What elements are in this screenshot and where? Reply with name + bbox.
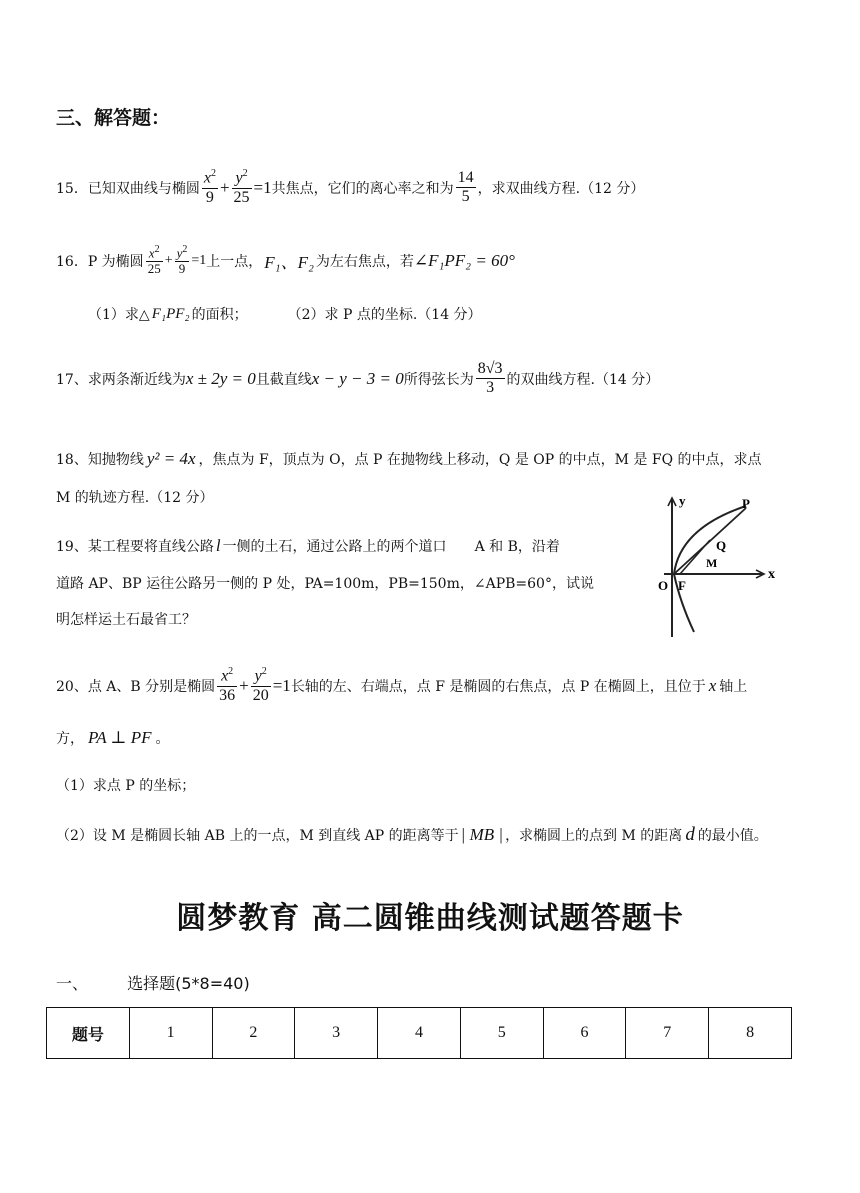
q17-asymptotes: x ± 2y = 0 bbox=[185, 368, 256, 388]
choice-section-number: 一、 bbox=[56, 974, 89, 993]
q20-fraction-y: $\frac{y^2}{20}$ bbox=[252, 666, 269, 704]
q20-part2-a: （2）设 M 是椭圆长轴 AB 上的一点，M 到直线 AP 的距离等于 bbox=[56, 828, 459, 844]
q17-suffix: 的双曲线方程.（14 分） bbox=[506, 371, 660, 388]
q16-fraction-x: $\frac{x^2}{25}$ bbox=[147, 244, 161, 277]
question-19 bbox=[56, 536, 560, 556]
q19-line3: 明怎样运土石最省工？ bbox=[56, 612, 196, 628]
question-16-parts bbox=[88, 304, 482, 324]
table-header-cell: 题号 bbox=[47, 1008, 130, 1059]
parabola-figure bbox=[650, 492, 790, 640]
q18-line2: M 的轨迹方程.（12 分） bbox=[56, 490, 214, 506]
q15-ratio: $\frac{14}{5}$ bbox=[457, 168, 474, 206]
figure-label-x: x bbox=[768, 567, 775, 582]
q20-mid: 长轴的左、右端点，点 F 是椭圆的右焦点，点 P 在椭圆上，且位于 bbox=[290, 678, 706, 695]
q20-fraction-x: $\frac{x^2}{36}$ bbox=[219, 666, 236, 704]
q16-triangle: F₁PF₂ bbox=[151, 305, 190, 322]
answer-card-title: 圆梦教育 高二圆锥曲线测试题答题卡 bbox=[176, 901, 684, 936]
q20-part1: （1）求点 P 的坐标； bbox=[56, 778, 196, 794]
q20-line2-b: 。 bbox=[155, 731, 170, 747]
q20-part2-b: ，求椭圆上的点到 M 的距离 bbox=[505, 828, 683, 844]
q20-mid2: 轴上 bbox=[719, 678, 748, 695]
q19-road-l: l bbox=[215, 536, 221, 555]
q16-mid: 上一点， bbox=[206, 253, 263, 270]
q15-mid: 共焦点，它们的离心率之和为 bbox=[271, 180, 454, 197]
q19-line2: 道路 AP、BP 运往公路另一侧的 P 处，PA=100m，PB=150m，∠APB=60°，试说 bbox=[56, 576, 594, 592]
q20-part2 bbox=[56, 824, 768, 846]
q20-line2-a: 方， bbox=[56, 731, 84, 747]
q17-mid: 且截直线 bbox=[255, 371, 312, 388]
q18-prefix: 18、知抛物线 bbox=[56, 452, 144, 468]
q19-line1-a: 19、某工程要将直线公路 bbox=[56, 539, 214, 555]
question-17 bbox=[56, 360, 659, 398]
figure-label-y: y bbox=[679, 493, 686, 508]
table-cell-8[interactable]: 8 bbox=[709, 1008, 792, 1059]
q17-mid2: 所得弦长为 bbox=[403, 371, 474, 388]
q15-suffix: ，求双曲线方程.（12 分） bbox=[477, 180, 645, 197]
q20-axis: x bbox=[708, 675, 717, 695]
table-cell-6[interactable]: 6 bbox=[543, 1008, 626, 1059]
figure-label-p: P bbox=[742, 496, 750, 511]
choice-section-label: 选择题(5*8=40) bbox=[127, 974, 250, 993]
figure-label-q: Q bbox=[716, 538, 727, 553]
q20-perp: PA ⊥ PF bbox=[88, 728, 152, 747]
q19-line1-c: A 和 B，沿着 bbox=[474, 539, 560, 555]
table-cell-3[interactable]: 3 bbox=[295, 1008, 378, 1059]
q20-d: d bbox=[685, 824, 695, 845]
q15-fraction-y: $\frac{y^2}{25}$ bbox=[233, 168, 250, 206]
section-heading: 三、解答题： bbox=[56, 107, 171, 129]
q20-prefix: 20、点 A、B 分别是椭圆 bbox=[56, 678, 216, 695]
q16-fraction-y: $\frac{y^2}{9}$ bbox=[176, 244, 188, 277]
q18-line1: ，焦点为 F，顶点为 O，点 P 在抛物线上移动，Q 是 OP 的中点，M 是 FQ 的中点，求点 bbox=[198, 452, 762, 468]
q16-mid2: 为左右焦点，若 bbox=[315, 253, 414, 270]
table-cell-5[interactable]: 5 bbox=[460, 1008, 543, 1059]
table-cell-4[interactable]: 4 bbox=[378, 1008, 461, 1059]
q15-fraction-x: $\frac{x^2}{9}$ bbox=[203, 168, 216, 206]
q16-rhs: =1 bbox=[191, 252, 207, 268]
answer-table bbox=[46, 1007, 792, 1059]
q16-angle: ∠F₁PF₂ = 60° bbox=[413, 250, 515, 270]
figure-label-f: F bbox=[678, 578, 686, 593]
q17-line: x − y − 3 = 0 bbox=[311, 368, 404, 388]
q20-rhs: =1 bbox=[272, 675, 291, 695]
q20-line2 bbox=[56, 728, 170, 748]
table-cell-7[interactable]: 7 bbox=[626, 1008, 709, 1059]
q17-length: $\frac{8√3}{3}$ bbox=[477, 360, 503, 397]
q16-foci: F₁、F₂ bbox=[264, 253, 314, 273]
table-cell-1[interactable]: 1 bbox=[129, 1008, 212, 1059]
q16-part1: （1）求△ bbox=[88, 307, 150, 323]
figure-label-m: M bbox=[706, 556, 718, 570]
table-row bbox=[47, 1008, 792, 1059]
figure-label-o: O bbox=[658, 578, 669, 593]
question-20: 20、点 A、B 分别是椭圆 $\frac{x^2}{36}$ + $\frac{y^2}{20}$ =1 长轴的左、右端点，点 F 是椭圆的右焦点，点 P 在椭圆上，且位于 x 轴上 bbox=[56, 666, 748, 704]
q16-part2: （2）求 P 点的坐标.（14 分） bbox=[287, 307, 482, 323]
question-18 bbox=[56, 449, 762, 469]
choice-section-heading bbox=[56, 971, 250, 994]
q16-prefix: 16．P 为椭圆 bbox=[56, 253, 144, 270]
q15-rhs: =1 bbox=[253, 177, 272, 197]
q17-prefix: 17、求两条渐近线为 bbox=[56, 371, 186, 388]
q16-part1-suffix: 的面积； bbox=[191, 307, 248, 323]
q20-part2-c: 的最小值。 bbox=[697, 828, 768, 844]
q19-line1-b: 一侧的土石，通过公路上的两个道口 bbox=[222, 539, 447, 555]
q18-equation: y² = 4x bbox=[146, 449, 196, 468]
question-16: 16．P 为椭圆 $\frac{x^2}{25}$ + $\frac{y^2}{9}$ =1 上一点， F₁、F₂ 为左右焦点，若 ∠F₁PF₂ = 60° bbox=[56, 244, 515, 277]
question-15: 15．已知双曲线与椭圆 $\frac{x^2}{9}$ + $\frac{y^2}{25}$ =1 共焦点，它们的离心率之和为 $\frac{14}{5}$ ，求双曲线方程.（12 分） bbox=[56, 168, 645, 206]
q20-mb: | MB | bbox=[460, 825, 504, 844]
table-cell-2[interactable]: 2 bbox=[212, 1008, 295, 1059]
q15-prefix: 15．已知双曲线与椭圆 bbox=[56, 180, 200, 197]
